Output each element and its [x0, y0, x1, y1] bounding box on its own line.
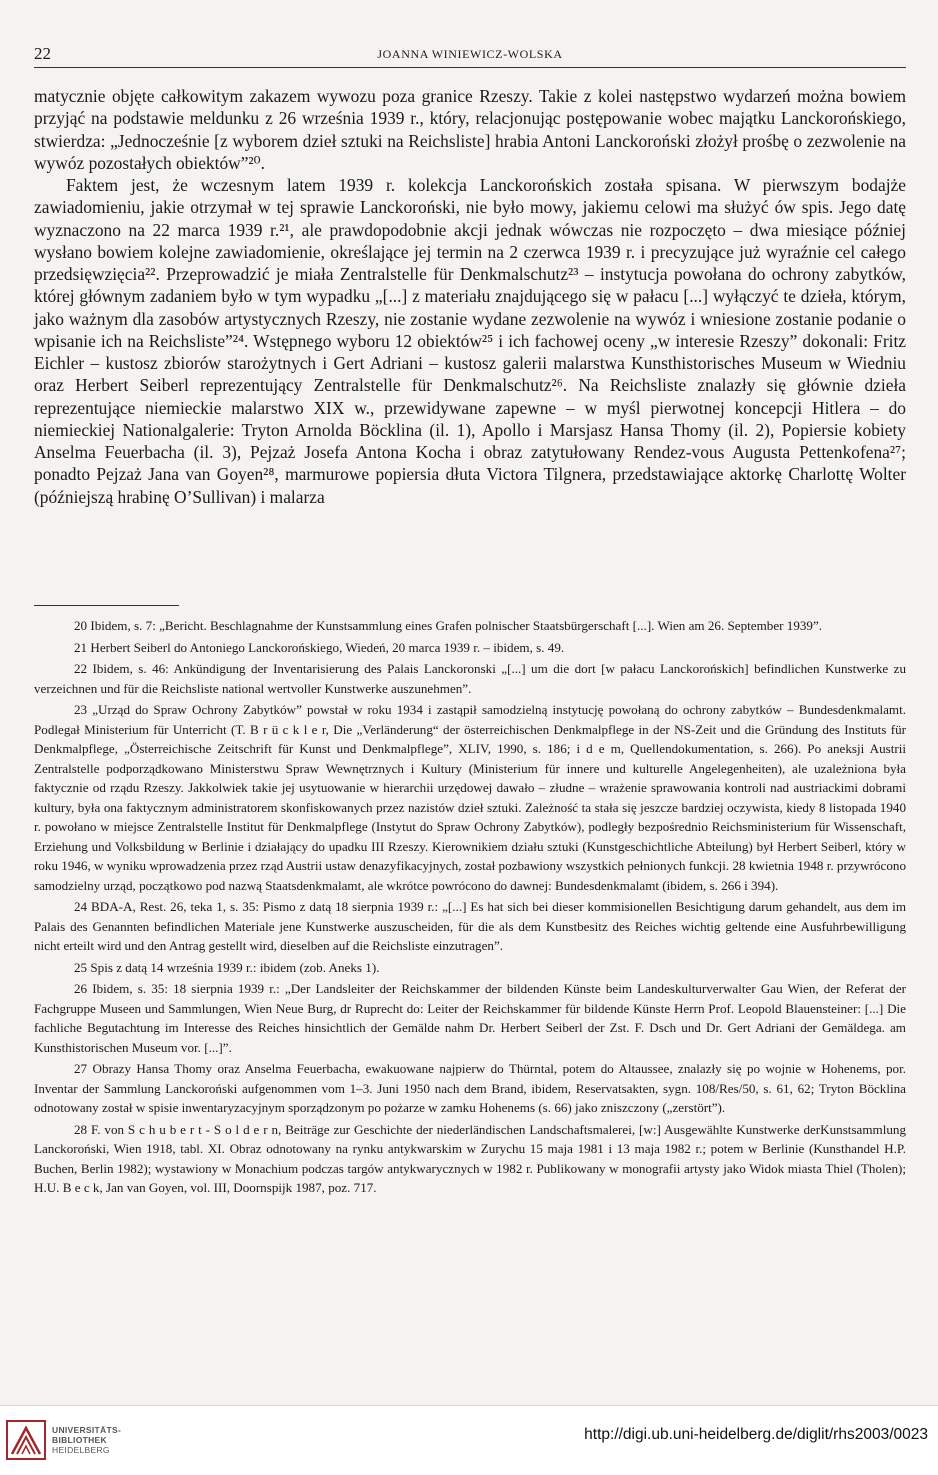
footnote-24: 24 BDA-A, Rest. 26, teka 1, s. 35: Pismo z datą 18 sierpnia 1939 r.: „[...] Es hat sich bei dieser kommisionellen Besichtigung darum gehandelt, aus dem im Palais des Genannten befindlichen Materiale jene Kunstwerke auszuscheiden, für die als dem Kunstbesitz des Reiches wichtig geltende eine Ausfuhrbewilligung nicht erteilt wird und den Antrag gestellt wird, dieselben auf die Reichsliste einzutragen”. [34, 899, 906, 953]
library-line: BIBLIOTHEK [52, 1435, 107, 1445]
footnote-20: 20 Ibidem, s. 7: „Bericht. Beschlagnahme der Kunstsammlung eines Grafen polnischer Staatsbürgerschaft [...]. Wien am 26. September 1939”. [74, 618, 823, 633]
library-line: HEIDELBERG [52, 1445, 110, 1455]
university-library-logo-icon[interactable] [6, 1420, 46, 1460]
footnote-28: 28 F. von S c h u b e r t - S o l d e r n, Beiträge zur Geschichte der niederländischen Landschaftsmalerei, [w:] Ausgewählte Kunstwerke derKunstsammlung Lanckoroński, Wien 1918, tabl. XI. Obraz odnotowany na rynku antykwarskim w Zurychu 15 maja 1981 i 13 maja 1982 r.; potem w Berlinie (Kunsthandel H.P. Buchen, Berlin 1982); wystawiony w Monachium podczas targów antykwarycznych w 1982 r. Publikowany w monografii artysty jako Widok miasta Thiel (Tholen); H.U. B e c k, Jan van Goyen, vol. III, Doornspijk 1987, poz. 717. [34, 1121, 906, 1195]
footnote-23: 23 „Urząd do Spraw Ochrony Zabytków” powstał w roku 1934 i zastąpił samodzielną instytucję powołaną do ochrony zabytków – Bundesdenkmalamt. Podlegał Ministerium für Unterricht (T. B r ü c k l e r, Die „Verländerung“ der österreichischen Denkmalpflege in der NS-Zeit und die Gründung des Instituts für Denkmalpflege, „Österreichische Zeitschrift für Kunst und Denkmalpflege”, XLIV, 1990, s. 186; i d e m, Quellendokumentation, s. 266). Po aneksji Austrii Zentralstelle podporządkowano Ministerstwu Spraw Wewnętrznych i Kultury (Ministerium für innere und kulturelle Angelegenheiten), ale uzależniona była faktycznie od rządu Rzeszy. Jakkolwiek takie jej usytuowanie w hierarchii urzędowej dawało – złudne – wrażenie sprawowania kontroli nad austriackimi dobrami kultury, była ona faktycznym administratorem skonfiskowanych przez nazistów dzieł sztuki. Zależność ta stała się jeszcze bardziej oczywista, kiedy 8 listopada 1940 r. powołano w miejsce Zentralstelle Institut für Denkmalpflege (Instytut do Spraw Ochrony Zabytków), podległy bezpośrednio Reichsministerium für Wissenschaft, Erziehung und Volksbildung w Berlinie i działający do upadku III Rzeszy. Kierownikiem działu sztuki (Kunstgeschichtliche Abteilung) był Herbert Seiberl, który w roku 1946, w wyniku wprowadzenia przez rząd Austrii ustaw denazyfikacyjnych, został pozbawiony wszystkich pełnionych funkcji. 28 kwietnia 1948 r. przywrócono samodzielny urząd, początkowo pod nazwą Staatsdenkmalamt, ale wkrótce powrócono do dawnej: Bundesdenkmalamt (ibidem, s. 266 i 394). [34, 702, 906, 893]
footnote-26: 26 Ibidem, s. 35: 18 sierpnia 1939 r.: „Der Landsleiter der Reichskammer der bildenden Künste beim Landeskulturverwalter Gau Wien, der Referat der Fachgruppe Museen und Sammlungen, Wien Neue Burg, dr Ruprecht do: Leiter der Reichskammer für bildende Künste Herrn Prof. Leopold Blauensteiner: [...] Die fachliche Begutachtung im Interesse des Reiches hinsichtlich der Gemälde nahm Dr. Herbert Seiberl der Zst. F. Dsch und Dr. Gert Adriani der Gemäldega. am Kunsthistorischen Museum vor. [...]”. [34, 981, 906, 1055]
running-title: JOANNA WINIEWICZ-WOLSKA [377, 47, 563, 61]
main-text [34, 85, 906, 508]
footnote-rule [34, 605, 179, 606]
paragraph: Faktem jest, że wczesnym latem 1939 r. kolekcja Lanckorońskich została spisana. W pierwszym bodajże zawiadomieniu, jakie otrzymał w tej sprawie Lanckoroński, nie było mowy, jakiemu celowi ma służyć ów spis. Jego datę wyznaczono na 22 marca 1939 r.²¹, ale prawdopodobnie akcji jednak wówczas nie rozpoczęto – dwa miesiące później wysłano bowiem kolejne zawiadomienie, określające jej termin na 2 czerwca 1939 r. i precyzujące już wyraźnie cel całego przedsięwzięcia²². Przeprowadzić je miała Zentralstelle für Denkmalschutz²³ – instytucja powołana do ochrony zabytków, której głównym zadaniem było w tym wypadku „[...] z materiału znajdującego się w pałacu [...] wyłączyć te dzieła, którym, jako ważnym dla zasobów artystycznych Rzeszy, nie zostanie wydane zezwolenie na wywóz i wniesione zostanie podanie o wpisanie ich na Reichsliste”²⁴. Wstępnego wyboru 12 obiektów²⁵ i ich fachowej oceny „w interesie Rzeszy” dokonali: Fritz Eichler – kustosz zbiorów starożytnych i Gert Adriani – kustosz galerii malarstwa Kunsthistorisches Museum w Wiedniu oraz Herbert Seiberl reprezentujący Zentralstelle für Denkmalschutz²⁶. Na Reichsliste znalazły się głównie dzieła reprezentujące niemieckie malarstwo XIX w., przewidywane zapewne – w myśl pierwotnej koncepcji Hitlera – do niemieckiej Nationalgalerie: Tryton Arnolda Böcklina (il. 1), Apollo i Marsjasz Hansa Thomy (il. 2), Popiersie kobiety Anselma Feuerbacha (il. 3), Pejzaż Josefa Antona Kocha i obraz zatytułowany Rendez-vous Augusta Pettenkofena²⁷; ponadto Pejzaż Jana van Goyen²⁸, marmurowe popiersia dłuta Victora Tilgnera, przedstawiające aktorkę Charlottę Wolter (późniejszą hrabinę O’Sullivan) i malarza [34, 175, 906, 507]
footnote-21: 21 Herbert Seiberl do Antoniego Lanckorońskiego, Wiedeń, 20 marca 1939 r. – ibidem, s. 49. [74, 639, 565, 655]
page-header [34, 44, 906, 66]
footnotes [34, 616, 906, 1200]
header-rule [34, 67, 906, 68]
footnote-25: 25 Spis z datą 14 września 1939 r.: ibidem (zob. Aneks 1). [74, 959, 380, 975]
viewer-footer [0, 1405, 938, 1475]
paragraph: matycznie objęte całkowitym zakazem wywozu poza granice Rzeszy. Takie z kolei następstwo wydarzeń można bowiem przyjąć na podstawie meldunku z 26 września 1939 r., który, relacjonując postępowanie wobec majątku Lanckorońskiego, stwierdza: „Jednocześnie [z wyborem dzieł sztuki na Reichsliste] hrabia Antoni Lanckoroński złożył prośbę o zezwolenie na wywóz pozostałych obiektów”²⁰. [34, 86, 906, 173]
library-name [52, 1425, 121, 1455]
library-line: UNIVERSITÄTS- [52, 1425, 122, 1435]
footnote-22: 22 Ibidem, s. 46: Ankündigung der Inventarisierung des Palais Lanckoronski „[...] um die dort [w pałacu Lanckorońskich] befindlichen Kunstwerke zu verzeichnen und für die Reichsliste national wertvoller Kunstwerke auszunehmen”. [34, 661, 906, 696]
permalink-url[interactable]: http://digi.ub.uni-heidelberg.de/diglit/rhs2003/0023 [584, 1426, 928, 1443]
page-number: 22 [34, 44, 51, 63]
footnote-27: 27 Obrazy Hansa Thomy oraz Anselma Feuerbacha, ewakuowane najpierw do Thürntal, potem do Altaussee, znalazły się po wojnie w Hohenems, por. Inventar der Sammlung Lanckoroński aufgenommen vom 1–3. Juni 1950 nach dem Brand, ibidem, Reservatsakten, sygn. 108/Res/50, s. 61, 62; Tryton Böcklina odnotowany został w spisie inwentaryzacyjnym sporządzonym po pożarze w zamku Hohenems (s. 66) jako zniszczony („zerstört”). [34, 1061, 906, 1115]
